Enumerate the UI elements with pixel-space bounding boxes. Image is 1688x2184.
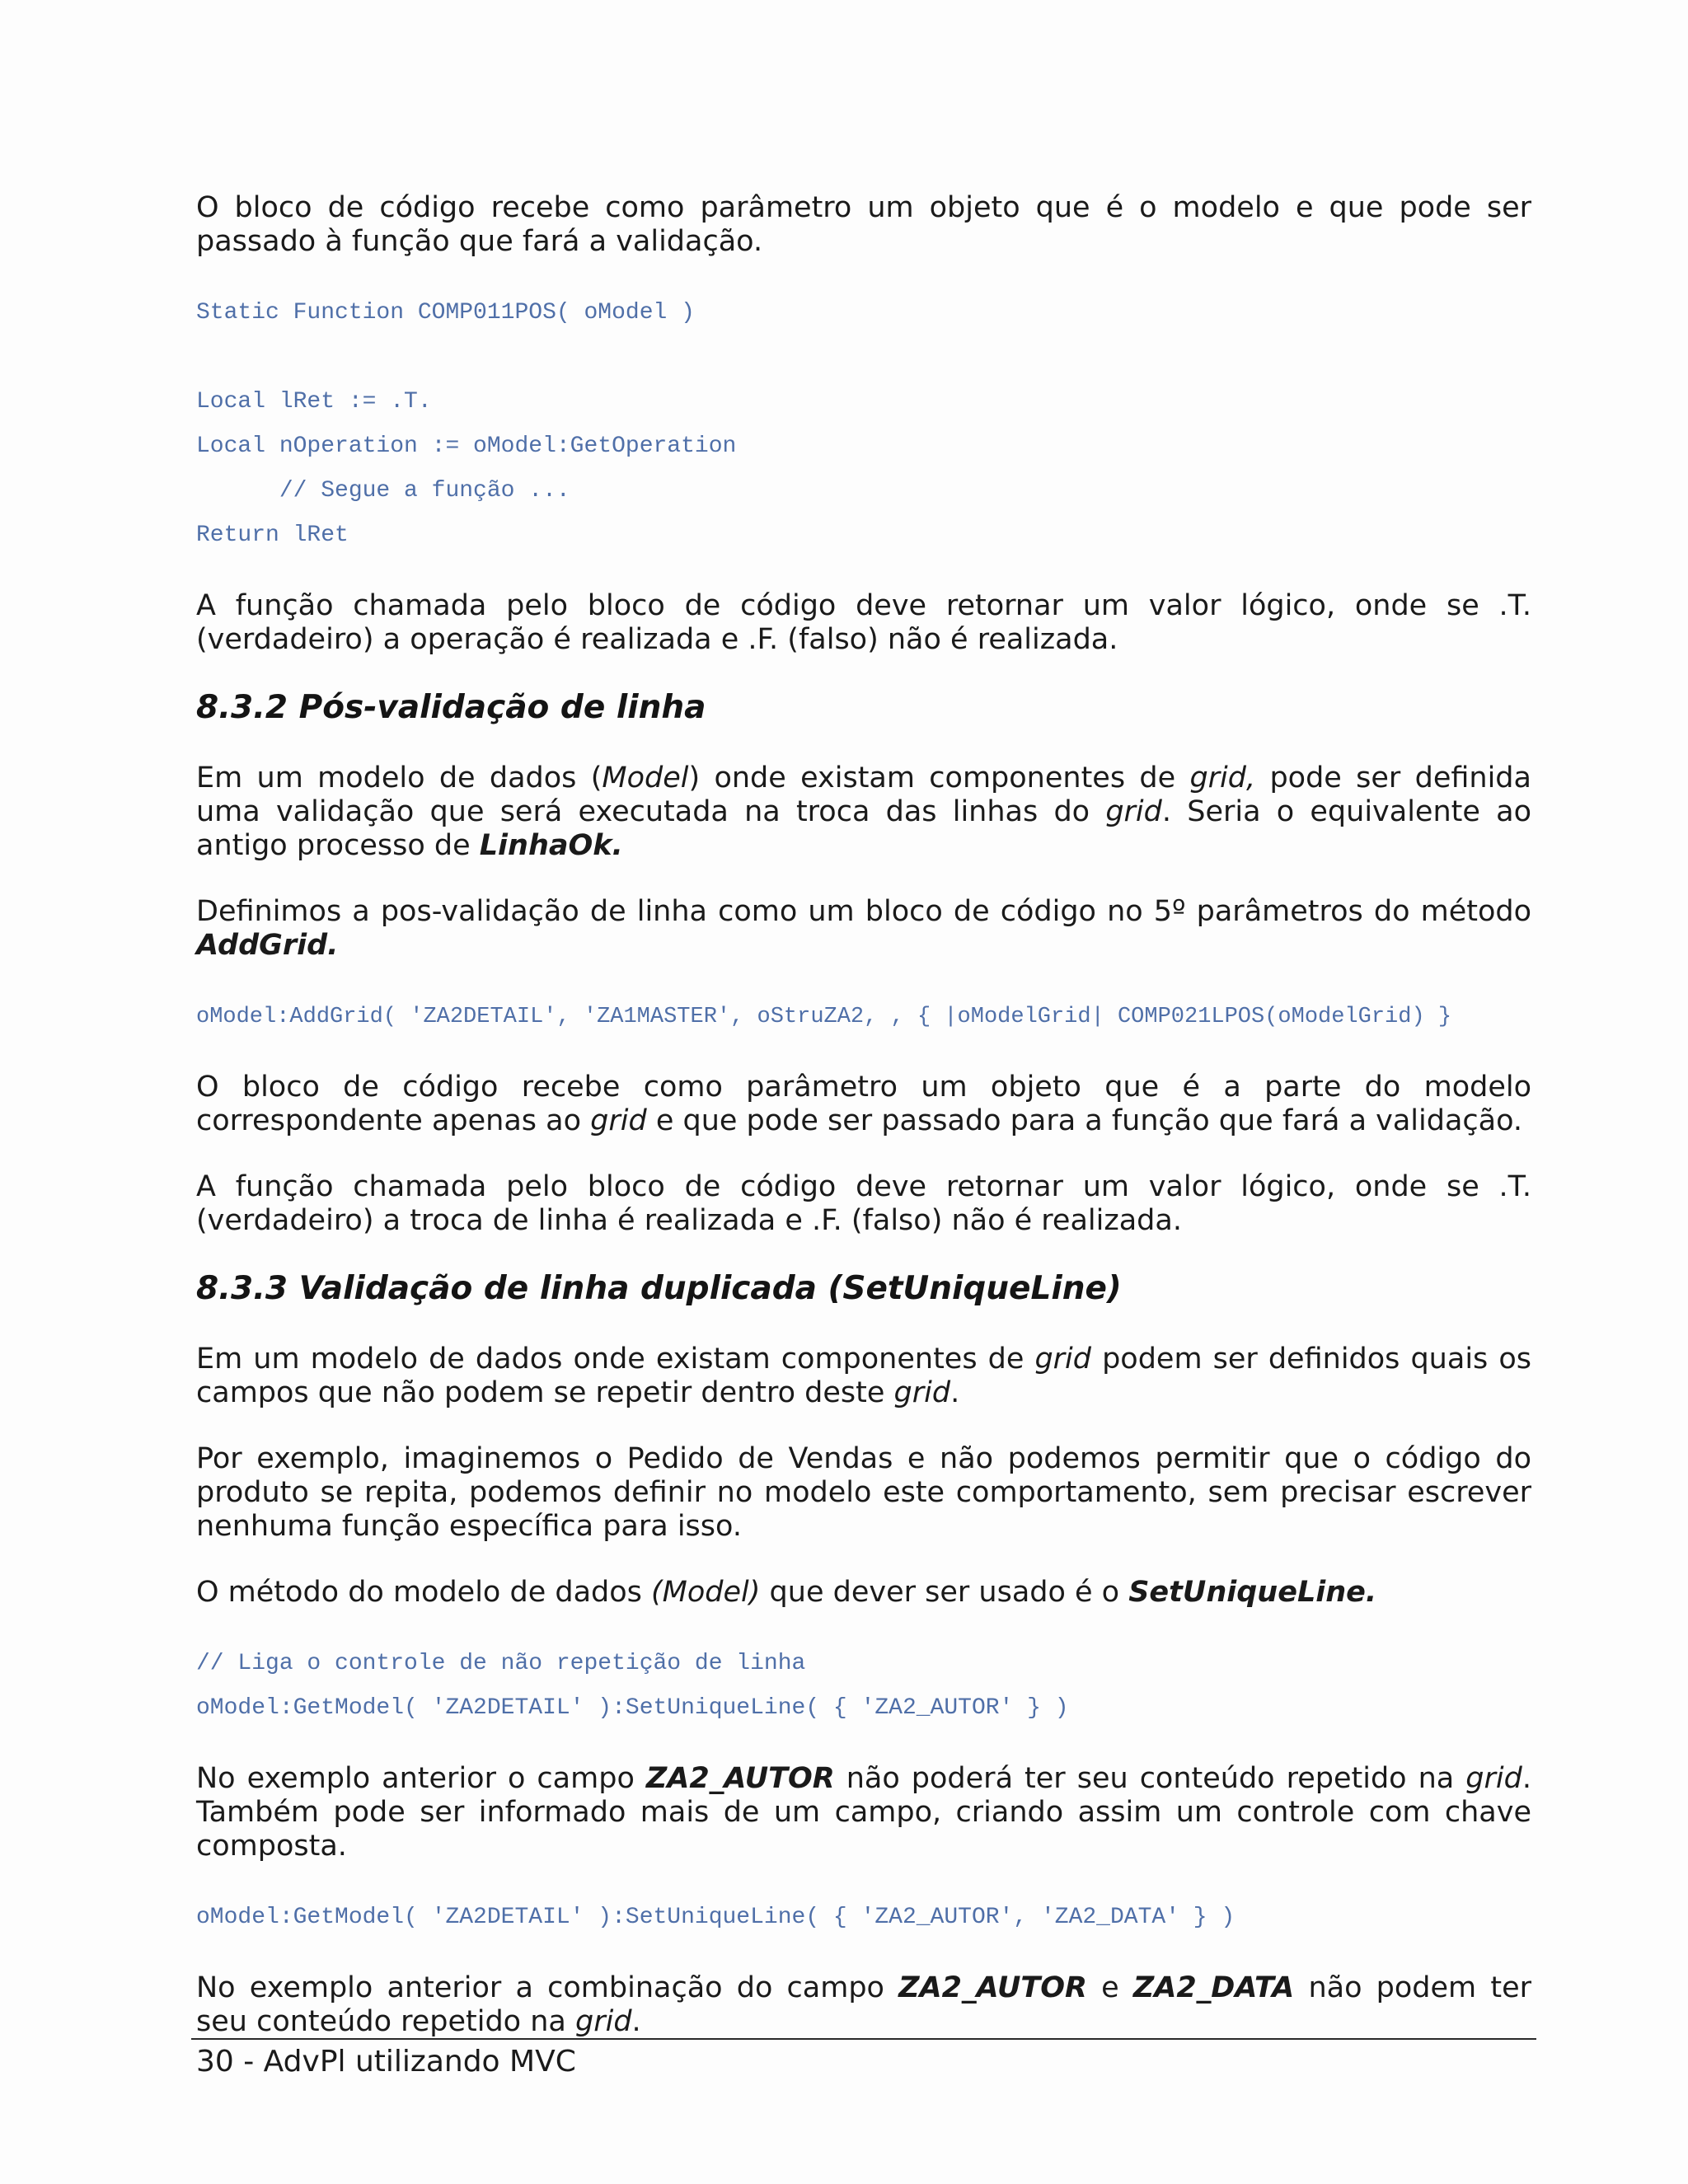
text-run: (Model)	[651, 1576, 761, 1609]
text-run: ) onde existam componentes de	[688, 762, 1190, 794]
paragraph: A função chamada pelo bloco de código deve retornar um valor lógico, onde se .T. (verdadeiro) a operação é realizada e .F. (falso) não é realizada.	[196, 589, 1531, 656]
text-run: Definimos a pos-validação de linha como um bloco de código no 5º parâmetros do método	[196, 895, 1531, 928]
page-footer: 30 - AdvPl utilizando MVC	[196, 2045, 576, 2079]
paragraph	[196, 1971, 1531, 2039]
code-line: Local lRet := .T.	[196, 389, 432, 415]
text-run: O método do modelo de dados	[196, 1576, 652, 1609]
paragraph: O bloco de código recebe como parâmetro um objeto que é o modelo e que pode ser passado à função que fará a validação.	[196, 191, 1531, 258]
paragraph	[196, 895, 1531, 963]
text-run: LinhaOk.	[479, 829, 623, 862]
code-line: oModel:GetModel( 'ZA2DETAIL' ):SetUniqueLine( { 'ZA2_AUTOR' } )	[196, 1695, 1069, 1721]
text-run: pode ser definida uma validação que será executada na troca das linhas do	[196, 762, 1531, 828]
paragraph	[196, 1343, 1531, 1410]
text-run: Em um modelo de dados onde existam componentes de	[196, 1343, 1035, 1376]
section-heading: 8.3.3 Validação de linha duplicada (SetUniqueLine)	[196, 1270, 1122, 1307]
code-gap	[196, 335, 1531, 380]
text-run: No exemplo anterior a combinação do campo	[196, 1971, 899, 2004]
code-line: Local nOperation := oModel:GetOperation	[196, 434, 737, 459]
code-line: // Liga o controle de não repetição de linha	[196, 1651, 806, 1676]
code-block	[196, 1642, 1531, 1731]
code-block	[196, 291, 1531, 558]
text-run: grid	[893, 1376, 951, 1409]
text-run: não podem ter seu conteúdo repetido na	[196, 1971, 1531, 2038]
text-run: grid	[1034, 1343, 1092, 1376]
text-run: ZA2_DATA	[1132, 1971, 1295, 2004]
text-run: grid	[1465, 1762, 1522, 1795]
text-run: que dever ser usado é o	[760, 1576, 1129, 1609]
text-run: . Também pode ser informado mais de um campo, criando assim um controle com chave composta.	[196, 1762, 1531, 1863]
text-run: grid	[574, 2005, 632, 2038]
text-run: ZA2_AUTOR	[645, 1762, 835, 1795]
text-run: ZA2_AUTOR	[898, 1971, 1087, 2004]
text-run: e que pode ser passado para a função que fará a validação.	[646, 1104, 1523, 1137]
text-run: SetUniqueLine.	[1128, 1576, 1377, 1609]
page-content	[196, 191, 1531, 2071]
paragraph	[196, 1762, 1531, 1863]
text-run: No exemplo anterior o campo	[196, 1762, 646, 1795]
paragraph: A função chamada pelo bloco de código deve retornar um valor lógico, onde se .T. (verdadeiro) a troca de linha é realizada e .F. (falso) não é realizada.	[196, 1170, 1531, 1237]
section-heading: 8.3.2 Pós-validação de linha	[196, 689, 706, 726]
paragraph: Por exemplo, imaginemos o Pedido de Vendas e não podemos permitir que o código do produto se repita, podemos definir no modelo este comportamento, sem precisar escrever nenhuma função específica para isso.	[196, 1442, 1531, 1543]
code-block	[196, 1896, 1531, 1940]
text-run: Em um modelo de dados (	[196, 762, 603, 794]
code-line: oModel:AddGrid( 'ZA2DETAIL', 'ZA1MASTER', oStruZA2, , { |oModelGrid| COMP021LPOS(oModelGrid) }	[196, 1005, 1452, 1029]
text-run: .	[950, 1376, 960, 1409]
text-run: não poderá ter seu conteúdo repetido na	[834, 1762, 1466, 1795]
text-run: grid	[1105, 795, 1162, 828]
text-run: O bloco de código recebe como parâmetro um objeto que é a parte do modelo correspondente apenas ao	[196, 1071, 1531, 1137]
code-line: // Segue a função ...	[196, 478, 570, 504]
text-run: podem ser definidos quais os campos que não podem se repetir dentro deste	[196, 1343, 1531, 1409]
code-line: Static Function COMP011POS( oModel )	[196, 300, 695, 326]
code-line: oModel:GetModel( 'ZA2DETAIL' ):SetUniqueLine( { 'ZA2_AUTOR', 'ZA2_DATA' } )	[196, 1905, 1236, 1930]
text-run: .	[631, 2005, 641, 2038]
text-run: Model	[602, 762, 689, 794]
text-run: grid	[590, 1104, 647, 1137]
paragraph	[196, 1071, 1531, 1138]
code-block	[196, 995, 1531, 1039]
text-run: . Seria o equivalente ao antigo processo de	[196, 795, 1531, 862]
text-run: e	[1087, 1971, 1133, 2004]
code-line: Return lRet	[196, 523, 349, 548]
text-run: grid,	[1189, 762, 1256, 794]
paragraph	[196, 762, 1531, 863]
paragraph	[196, 1576, 1531, 1610]
footer-divider	[191, 2038, 1536, 2040]
text-run: AddGrid.	[196, 929, 339, 962]
